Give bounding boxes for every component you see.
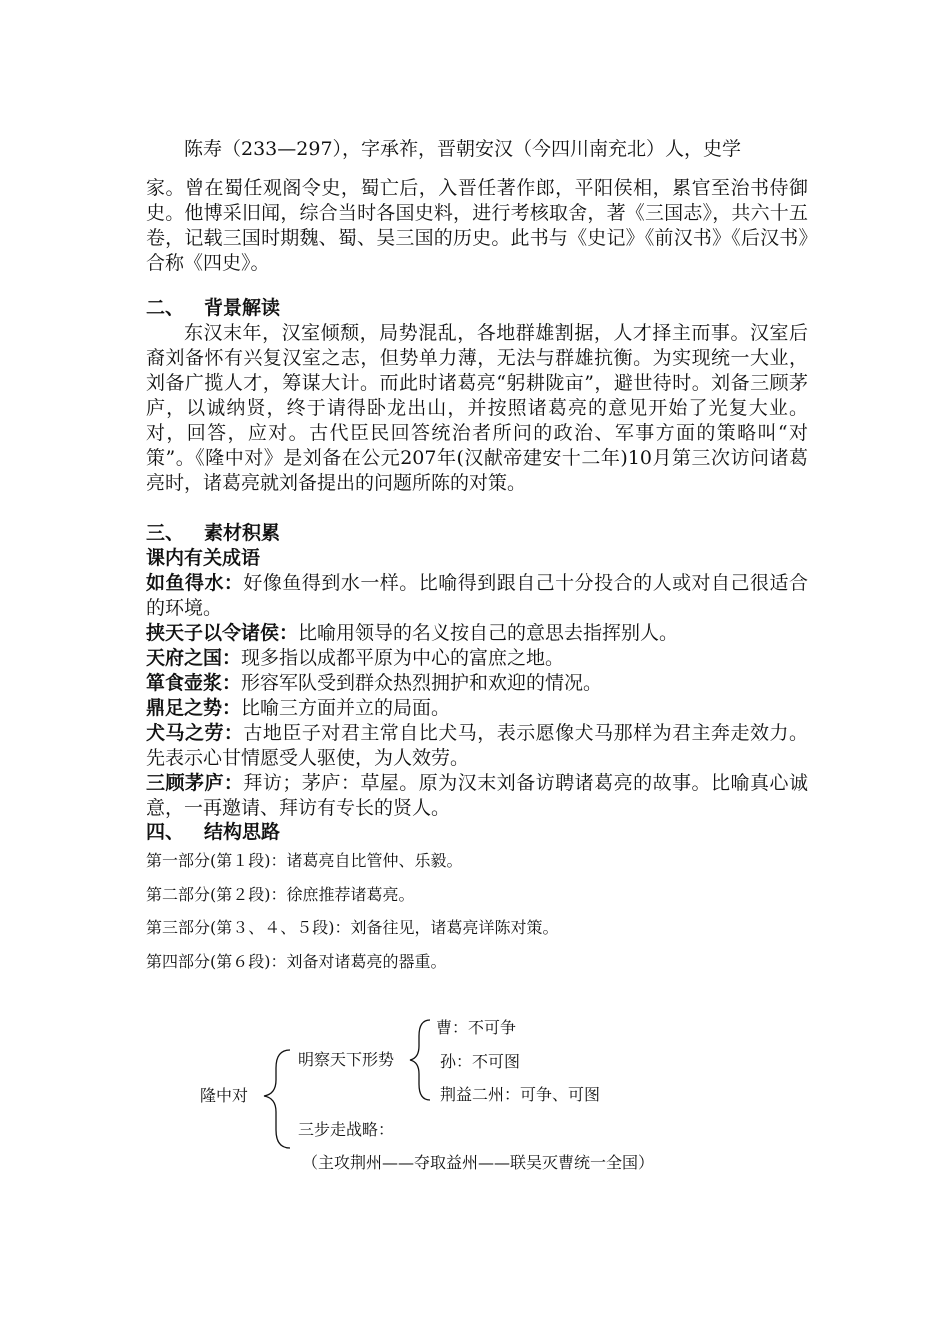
section-number: 四、 xyxy=(146,821,185,843)
idiom-description: 比喻用领导的名义按自己的意思去指挥别人。 xyxy=(298,622,679,644)
idiom-entry xyxy=(146,721,808,771)
diagram-leaf-sun: 孙：不可图 xyxy=(440,1052,521,1071)
idiom-description: 形容军队受到群众热烈拥护和欢迎的情况。 xyxy=(241,672,603,694)
structure-part-2: 第二部分(第２段)：徐庶推荐诸葛亮。 xyxy=(146,885,415,904)
idiom-description: 现多指以成都平原为中心的富庶之地。 xyxy=(241,647,565,669)
idiom-term: 如鱼得水： xyxy=(146,572,244,594)
inner-brace xyxy=(410,1020,430,1100)
idiom-entry xyxy=(146,621,808,646)
section-title: 素材积累 xyxy=(204,522,281,544)
intro-first-line: 陈寿（233—297），字承祚，晋朝安汉（今四川南充北）人，史学 xyxy=(184,138,742,160)
diagram-strategy-steps: （主攻荆州——夺取益州——联吴灭曹统一全国） xyxy=(302,1153,655,1172)
idiom-term: 三顾茅庐： xyxy=(146,772,244,794)
idiom-entry xyxy=(146,696,808,721)
diagram-branch-strategy: 三步走战略： xyxy=(298,1120,395,1139)
diagram-leaf-cao: 曹：不可争 xyxy=(436,1018,517,1037)
section-heading-materials xyxy=(146,521,280,546)
structure-diagram xyxy=(190,1010,750,1185)
section-number: 二、 xyxy=(146,297,185,319)
idiom-description: 拜访；茅庐：草屋。原为汉末刘备访聘诸葛亮的故事。比喻真心诚意，一再邀请、拜访有专长的贤人。 xyxy=(146,772,808,819)
diagram-root-label: 隆中对 xyxy=(200,1086,249,1105)
idiom-entry xyxy=(146,571,808,621)
idiom-term: 天府之国： xyxy=(146,647,242,669)
outer-brace xyxy=(264,1050,290,1148)
structure-part-3: 第三部分(第３、４、５段)：刘备往见，诸葛亮详陈对策。 xyxy=(146,918,559,937)
idiom-term: 挟天子以令诸侯： xyxy=(146,622,299,644)
section-number: 三、 xyxy=(146,522,185,544)
idiom-term: 箪食壶浆： xyxy=(146,672,242,694)
structure-part-4: 第四部分(第６段)：刘备对诸葛亮的器重。 xyxy=(146,952,447,971)
idiom-entry xyxy=(146,771,808,821)
idiom-description: 古地臣子对君主常自比犬马，表示愿像犬马那样为君主奔走效力。先表示心甘情愿受人驱使，为人效劳。 xyxy=(146,722,808,769)
background-paragraph: 东汉末年，汉室倾颓，局势混乱，各地群雄割据，人才择主而事。汉室后裔刘备怀有兴复汉室之志，但势单力薄，无法与群雄抗衡。为实现统一大业，刘备广揽人才，筹谋大计。而此时诸葛亮“躬耕陇亩”，避世待时。刘备三顾茅庐，以诚纳贤，终于请得卧龙出山，并按照诸葛亮的意见开始了光复大业。对，回答，应对。古代臣民回答统治者所问的政治、军事方面的策略叫“对策”。《隆中对》是刘备在公元207年(汉献帝建安十二年)10月第三次访问诸葛亮时，诸葛亮就刘备提出的问题所陈的对策。 xyxy=(146,322,808,494)
section-heading-background xyxy=(146,296,280,321)
idiom-term: 犬马之劳： xyxy=(146,722,244,744)
section-title: 结构思路 xyxy=(204,821,281,843)
section-title: 背景解读 xyxy=(204,297,281,319)
idiom-description: 好像鱼得到水一样。比喻得到跟自己十分投合的人或对自己很适合的环境。 xyxy=(146,572,808,619)
idiom-list xyxy=(146,546,808,821)
section-heading-structure xyxy=(146,820,280,845)
structure-part-1: 第一部分(第１段)：诸葛亮自比管仲、乐毅。 xyxy=(146,851,463,870)
idiom-entry xyxy=(146,671,808,696)
idiom-subheading: 课内有关成语 xyxy=(146,547,261,569)
idiom-description: 比喻三方面并立的局面。 xyxy=(241,697,451,719)
diagram-leaf-jingyi: 荆益二州：可争、可图 xyxy=(440,1085,601,1104)
intro-paragraph: 家。曾在蜀任观阁令史，蜀亡后，入晋任著作郎，平阳侯相，累官至治书侍御史。他博采旧闻，综合当时各国史料，进行考核取舍，著《三国志》，共六十五卷，记载三国时期魏、蜀、吴三国的历史。此书与《史记》《前汉书》《后汉书》合称《四史》。 xyxy=(146,177,808,274)
diagram-branch-situation: 明察天下形势 xyxy=(298,1050,395,1069)
idiom-entry xyxy=(146,646,808,671)
idiom-term: 鼎足之势： xyxy=(146,697,242,719)
